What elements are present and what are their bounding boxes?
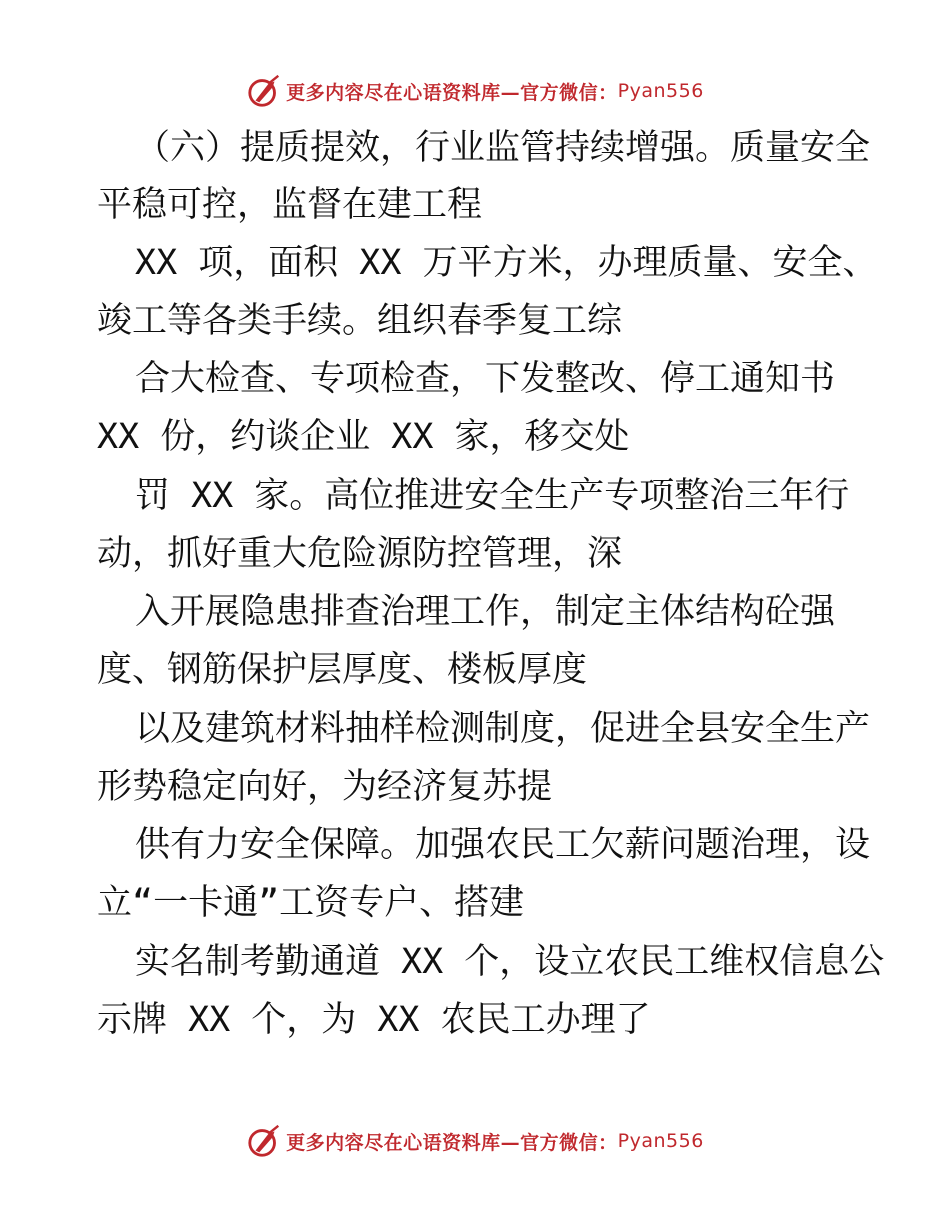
text-line: 合大检查、专项检查，下发整改、停工通知书 xyxy=(135,359,836,399)
text-line: 竣工等各类手续。组织春季复工综 xyxy=(97,301,623,341)
text-line: 立“一卡通”工资专户、搭建 xyxy=(97,883,525,923)
watermark-wechat-id: Pyan556 xyxy=(617,80,704,102)
watermark-text: 更多内容尽在心语资料库—官方微信： xyxy=(286,1131,618,1154)
text-line: 示牌 XX 个，为 XX 农民工办理了 xyxy=(97,1000,651,1040)
text-line: 动，抓好重大危险源防控管理，深 xyxy=(97,534,623,574)
text-line: XX 份，约谈企业 XX 家，移交处 xyxy=(97,417,630,457)
text-line: 入开展隐患排查治理工作，制定主体结构砼强 xyxy=(135,592,836,632)
text-line: XX 项，面积 XX 万平方米，办理质量、安全、 xyxy=(135,243,878,283)
text-line: 罚 XX 家。高位推进安全生产专项整治三年行 xyxy=(135,476,850,516)
text-line: （六）提质提效，行业监管持续增强。质量安全 xyxy=(135,128,871,168)
text-line: 形势稳定向好，为经济复苏提 xyxy=(97,767,553,807)
footer-watermark xyxy=(0,1122,950,1160)
red-pen-logo-icon xyxy=(246,1122,284,1160)
text-line: 实名制考勤通道 XX 个，设立农民工维权信息公 xyxy=(135,942,885,982)
text-line: 以及建筑材料抽样检测制度，促进全县安全生产 xyxy=(135,709,871,749)
text-line: 度、钢筋保护层厚度、楼板厚度 xyxy=(97,650,588,690)
text-line: 供有力安全保障。加强农民工欠薪问题治理，设 xyxy=(135,825,871,865)
text-line: 平稳可控，监督在建工程 xyxy=(97,185,483,225)
watermark-wechat-id: Pyan556 xyxy=(617,1130,704,1152)
watermark-text: 更多内容尽在心语资料库—官方微信： xyxy=(286,81,618,104)
